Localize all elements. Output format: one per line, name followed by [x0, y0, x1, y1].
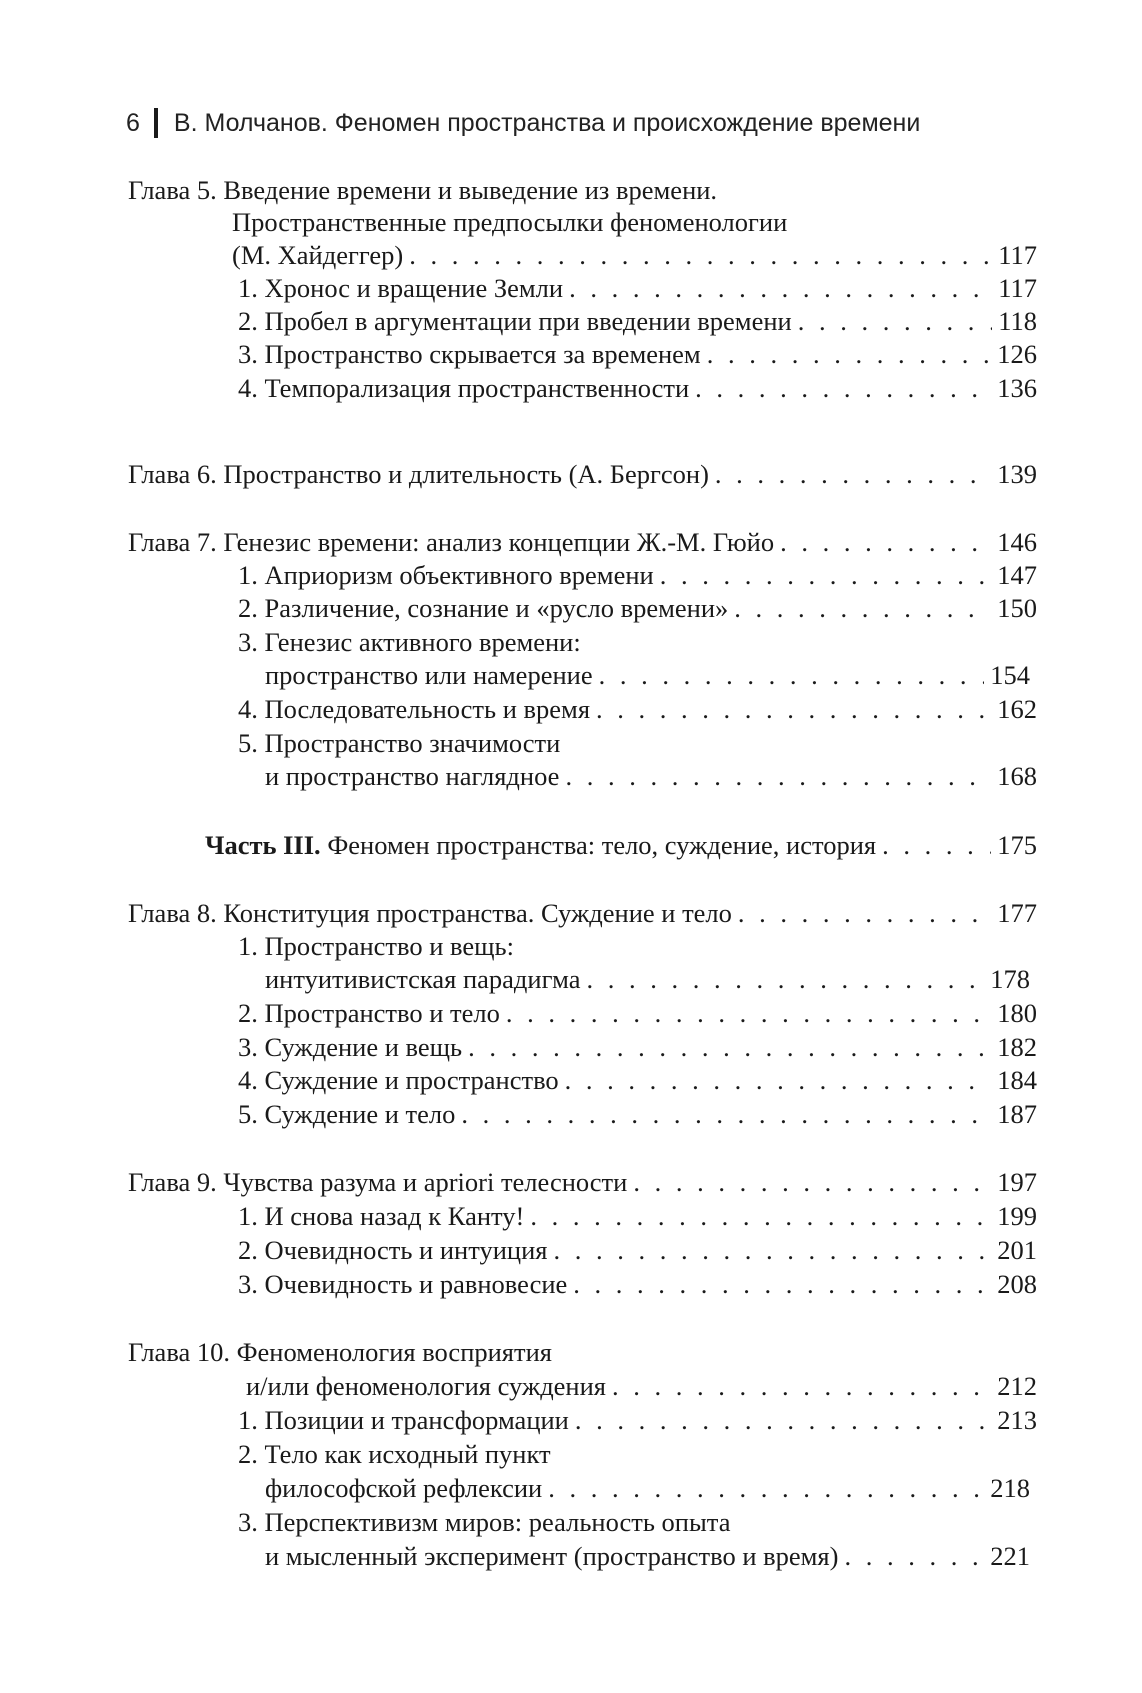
toc-part-entry: Часть III. Феномен пространства: тело, суждение, история . . . 175 [205, 829, 1037, 861]
toc-entry: и/или феноменология суждения . . . 212 [246, 1370, 1037, 1402]
toc-entry: (М. Хайдеггер) . . . 117 [232, 239, 1037, 271]
toc-entry: 4. Суждение и пространство . . . 184 [238, 1064, 1037, 1096]
toc-entry: 1. Пространство и вещь: [238, 931, 514, 961]
toc-entry: Глава 7. Генезис времени: анализ концепции Ж.-М. Гюйо . . . 146 [128, 526, 1037, 558]
toc-entry: философской рефлексии . . . 218 [265, 1472, 1030, 1504]
toc-entry: 3. Пространство скрывается за временем . . . 126 [238, 338, 1037, 370]
toc-entry: Глава 8. Конституция пространства. Суждение и тело . . . 177 [128, 897, 1037, 929]
toc-entry: 3. Перспективизм миров: реальность опыта [238, 1507, 731, 1537]
toc-entry: Глава 6. Пространство и длительность (А. Бергсон) . . . 139 [128, 458, 1037, 490]
toc-entry: интуитивистская парадигма . . . 178 [265, 963, 1030, 995]
toc-entry: 2. Очевидность и интуиция . . . 201 [238, 1234, 1037, 1266]
toc-entry: 4. Последовательность и время . . . 162 [238, 693, 1037, 725]
toc-entry: 1. Априоризм объективного времени . . . 147 [238, 559, 1037, 591]
toc-entry: 1. И снова назад к Канту! . . . 199 [238, 1200, 1037, 1232]
toc-entry: 2. Пространство и тело . . . 180 [238, 997, 1037, 1029]
toc-entry: 1. Хронос и вращение Земли . . . 117 [238, 272, 1037, 304]
toc-entry: 2. Пробел в аргументации при введении времени . . . 118 [238, 305, 1037, 337]
running-title: В. Молчанов. Феномен пространства и происхождение времени [173, 108, 921, 137]
toc-entry: Пространственные предпосылки феноменологии [232, 207, 788, 237]
toc-entry: Глава 9. Чувства разума и apriori телесности . . . 197 [128, 1166, 1037, 1198]
toc-entry: 5. Пространство значимости [238, 728, 561, 758]
toc-entry: 3. Суждение и вещь . . . 182 [238, 1031, 1037, 1063]
toc-entry: 3. Генезис активного времени: [238, 627, 581, 657]
toc-entry: 1. Позиции и трансформации . . . 213 [238, 1404, 1037, 1436]
toc-entry: и пространство наглядное . . . 168 [265, 760, 1037, 792]
toc-entry: 5. Суждение и тело . . . 187 [238, 1098, 1037, 1130]
toc-entry: Глава 5. Введение времени и выведение из времени. [128, 175, 718, 205]
toc-entry: Глава 10. Феноменология восприятия [128, 1337, 552, 1367]
toc-entry: и мысленный эксперимент (пространство и время) . . . 221 [265, 1540, 1030, 1572]
toc-entry: 4. Темпорализация пространственности . . . 136 [238, 372, 1037, 404]
toc-entry: 3. Очевидность и равновесие . . . 208 [238, 1268, 1037, 1300]
toc-entry: пространство или намерение . . . 154 [265, 659, 1030, 691]
toc-entry: 2. Различение, сознание и «русло времени» . . . 150 [238, 592, 1037, 624]
page-number: 6 [126, 108, 140, 137]
toc-entry: 2. Тело как исходный пункт [238, 1439, 551, 1469]
